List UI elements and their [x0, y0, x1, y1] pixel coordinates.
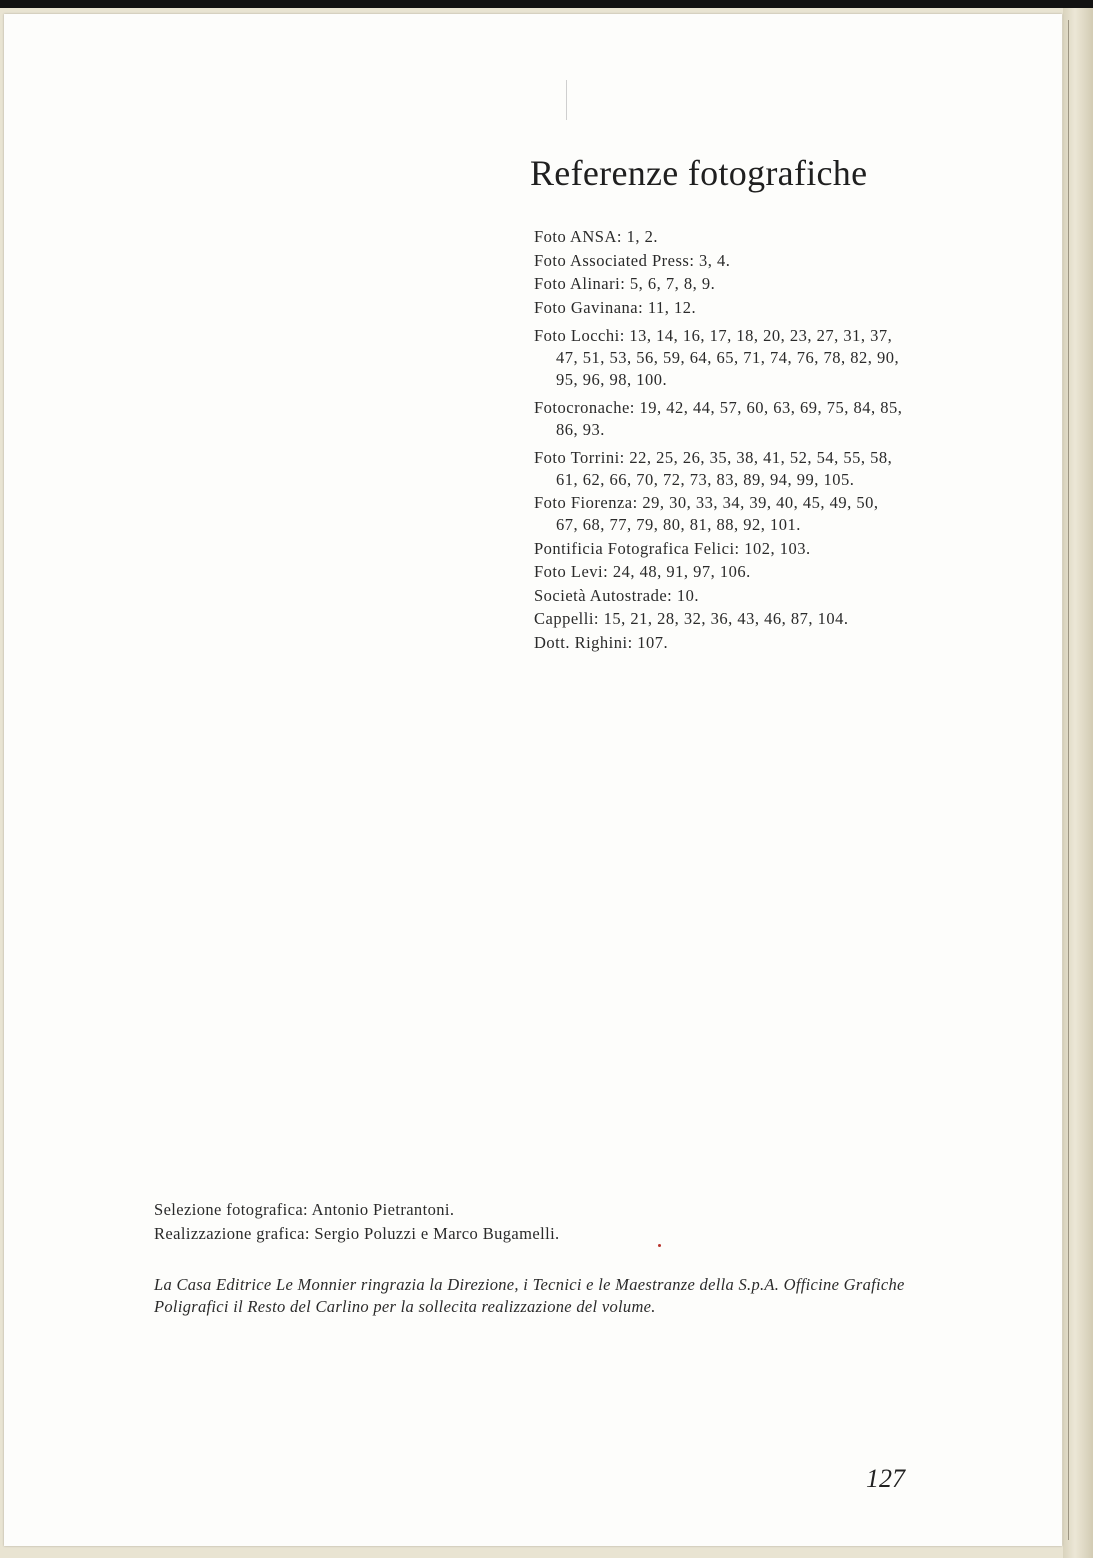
photo-credits-list: [534, 226, 904, 655]
credit-entry: Foto Fiorenza: 29, 30, 33, 34, 39, 40, 45, 49, 50, 67, 68, 77, 79, 80, 81, 88, 92, 101.: [534, 493, 879, 534]
credit-entry: Foto Associated Press: 3, 4.: [534, 250, 731, 270]
credit-entry: Foto Gavinana: 11, 12.: [534, 297, 697, 317]
ink-speck: [658, 1244, 661, 1247]
graphic-design-credit: Realizzazione grafica: Sergio Poluzzi e Marco Bugamelli.: [154, 1224, 560, 1243]
credit-entry: Fotocronache: 19, 42, 44, 57, 60, 63, 69, 75, 84, 85, 86, 93.: [534, 397, 903, 439]
credit-entry: Pontificia Fotografica Felici: 102, 103.: [534, 538, 811, 558]
production-credits: [154, 1198, 560, 1246]
page-title: Referenze fotografiche: [530, 153, 868, 193]
credit-entry: Società Autostrade: 10.: [534, 585, 700, 605]
fold-mark: [566, 80, 567, 120]
credit-entry: Foto Levi: 24, 48, 91, 97, 106.: [534, 562, 751, 581]
page-number: 127: [866, 1464, 905, 1493]
credit-entry: Cappelli: 15, 21, 28, 32, 36, 43, 46, 87, 104.: [534, 609, 849, 628]
credit-entry: Foto ANSA: 1, 2.: [534, 227, 658, 246]
photo-selection-credit: Selezione fotografica: Antonio Pietrantoni.: [154, 1200, 455, 1219]
publisher-acknowledgement: La Casa Editrice Le Monnier ringrazia la Direzione, i Tecnici e le Maestranze della S.p.A. Officine Grafiche Poligrafici il Resto del Carlino per la sollecita realizzazione del volume.: [154, 1275, 905, 1316]
credit-entry: Foto Locchi: 13, 14, 16, 17, 18, 20, 23, 27, 31, 37, 47, 51, 53, 56, 59, 64, 65, 71, 74, 76, 78, 82, 90, 95, 96, 98, 100.: [534, 325, 900, 389]
credit-entry: Foto Torrini: 22, 25, 26, 35, 38, 41, 52, 54, 55, 58, 61, 62, 66, 70, 72, 73, 83, 89, 94, 99, 105.: [534, 447, 893, 489]
credit-entry: Dott. Righini: 107.: [534, 632, 669, 652]
spine-rule: [1068, 20, 1069, 1540]
credit-entry: Foto Alinari: 5, 6, 7, 8, 9.: [534, 274, 716, 293]
